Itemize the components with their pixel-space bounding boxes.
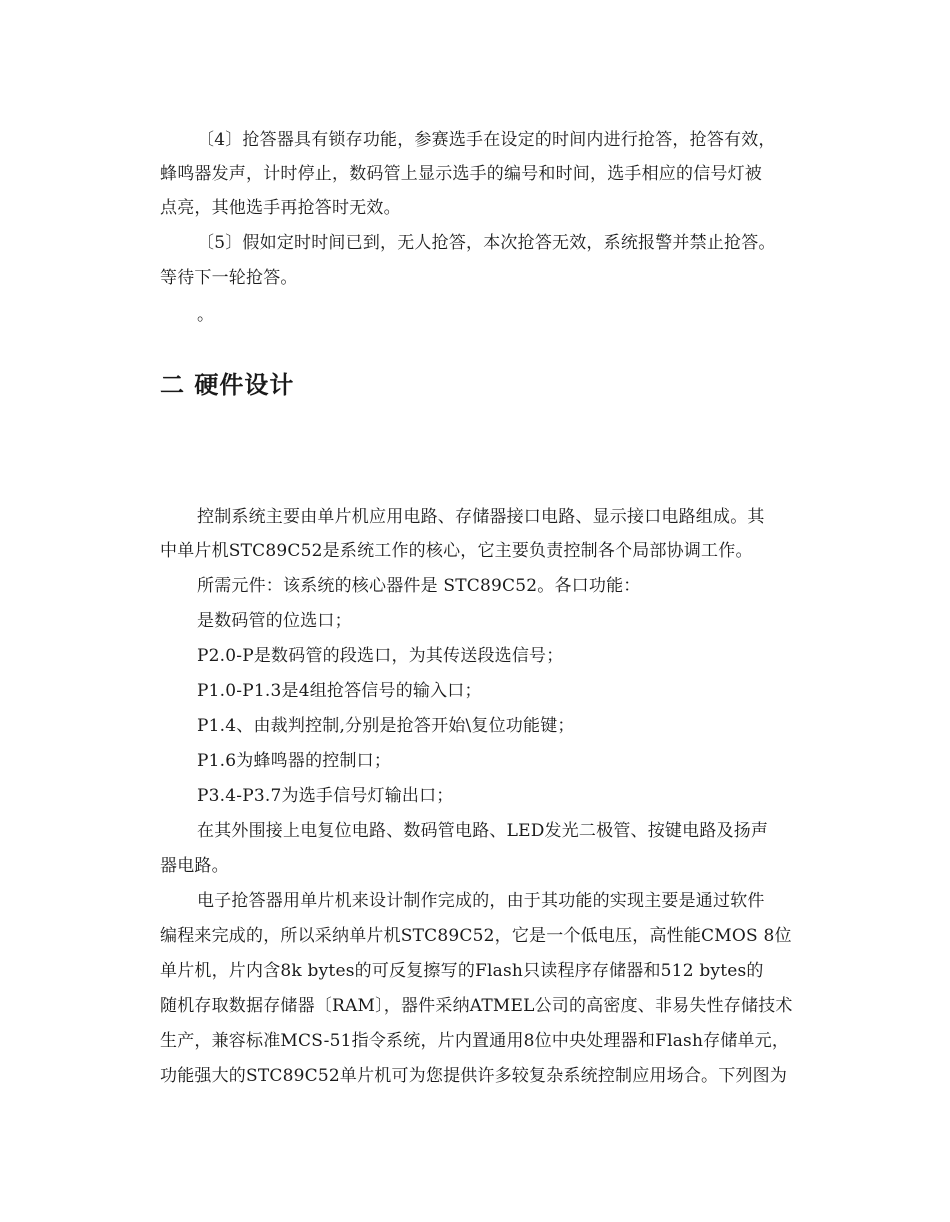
mcu-paragraph-line-4: 随机存取数据存储器〔RAM〕，器件采纳ATMEL公司的高密度、非易失性存储技术 [160, 996, 793, 1016]
control-system-line-1: 控制系统主要由单片机应用电路、存储器接口电路、显示接口电路组成。其 [197, 507, 765, 527]
control-system-line-2: 中单片机STC89C52是系统工作的核心，它主要负责控制各个局部协调工作。 [160, 541, 753, 561]
paragraph-4-line-2: 蜂鸣器发声，计时停止，数码管上显示选手的编号和时间，选手相应的信号灯被 [160, 164, 762, 184]
paragraph-4-line-1: 〔4〕抢答器具有锁存功能，参赛选手在设定的时间内进行抢答，抢答有效， [197, 130, 776, 150]
components-intro: 所需元件：该系统的核心器件是 STC89C52。各口功能： [197, 576, 641, 596]
paragraph-4-line-3: 点亮，其他选手再抢答时无效。 [160, 198, 401, 218]
paragraph-5-line-1: 〔5〕假如定时时间已到，无人抢答，本次抢答无效，系统报警并禁止抢答。 [197, 233, 776, 253]
port-item-3: P1.0-P1.3是4组抢答信号的输入口； [197, 681, 482, 701]
mcu-paragraph-line-3: 单片机，片内含8k bytes的可反复擦写的Flash只读程序存储器和512 bytes的 [160, 961, 764, 981]
mcu-paragraph-line-1: 电子抢答器用单片机来设计制作完成的，由于其功能的实现主要是通过软件 [197, 891, 765, 911]
peripheral-line-2: 器电路。 [160, 856, 229, 876]
section-heading: 二 硬件设计 [160, 371, 295, 399]
mcu-paragraph-line-5: 生产，兼容标准MCS-51指令系统，片内置通用8位中央处理器和Flash存储单元， [160, 1031, 790, 1051]
peripheral-line-1: 在其外围接上电复位电路、数码管电路、LED发光二极管、按键电路及扬声 [197, 821, 769, 841]
stray-mark: 。 [197, 305, 215, 325]
port-item-2: P2.0-P是数码管的段选口，为其传送段选信号； [197, 646, 564, 666]
mcu-paragraph-line-6: 功能强大的STC89C52单片机可为您提供许多较复杂系统控制应用场合。下列图为 [160, 1066, 788, 1086]
port-item-4: P1.4、由裁判控制,分别是抢答开始\复位功能键； [197, 716, 575, 736]
port-item-5: P1.6为蜂鸣器的控制口； [197, 751, 392, 771]
paragraph-5-line-2: 等待下一轮抢答。 [160, 268, 298, 288]
port-item-6: P3.4-P3.7为选手信号灯输出口； [197, 786, 454, 806]
port-item-1: 是数码管的位选口； [197, 611, 352, 631]
mcu-paragraph-line-2: 编程来完成的，所以采纳单片机STC89C52，它是一个低电压，高性能CMOS 8位 [160, 926, 792, 946]
